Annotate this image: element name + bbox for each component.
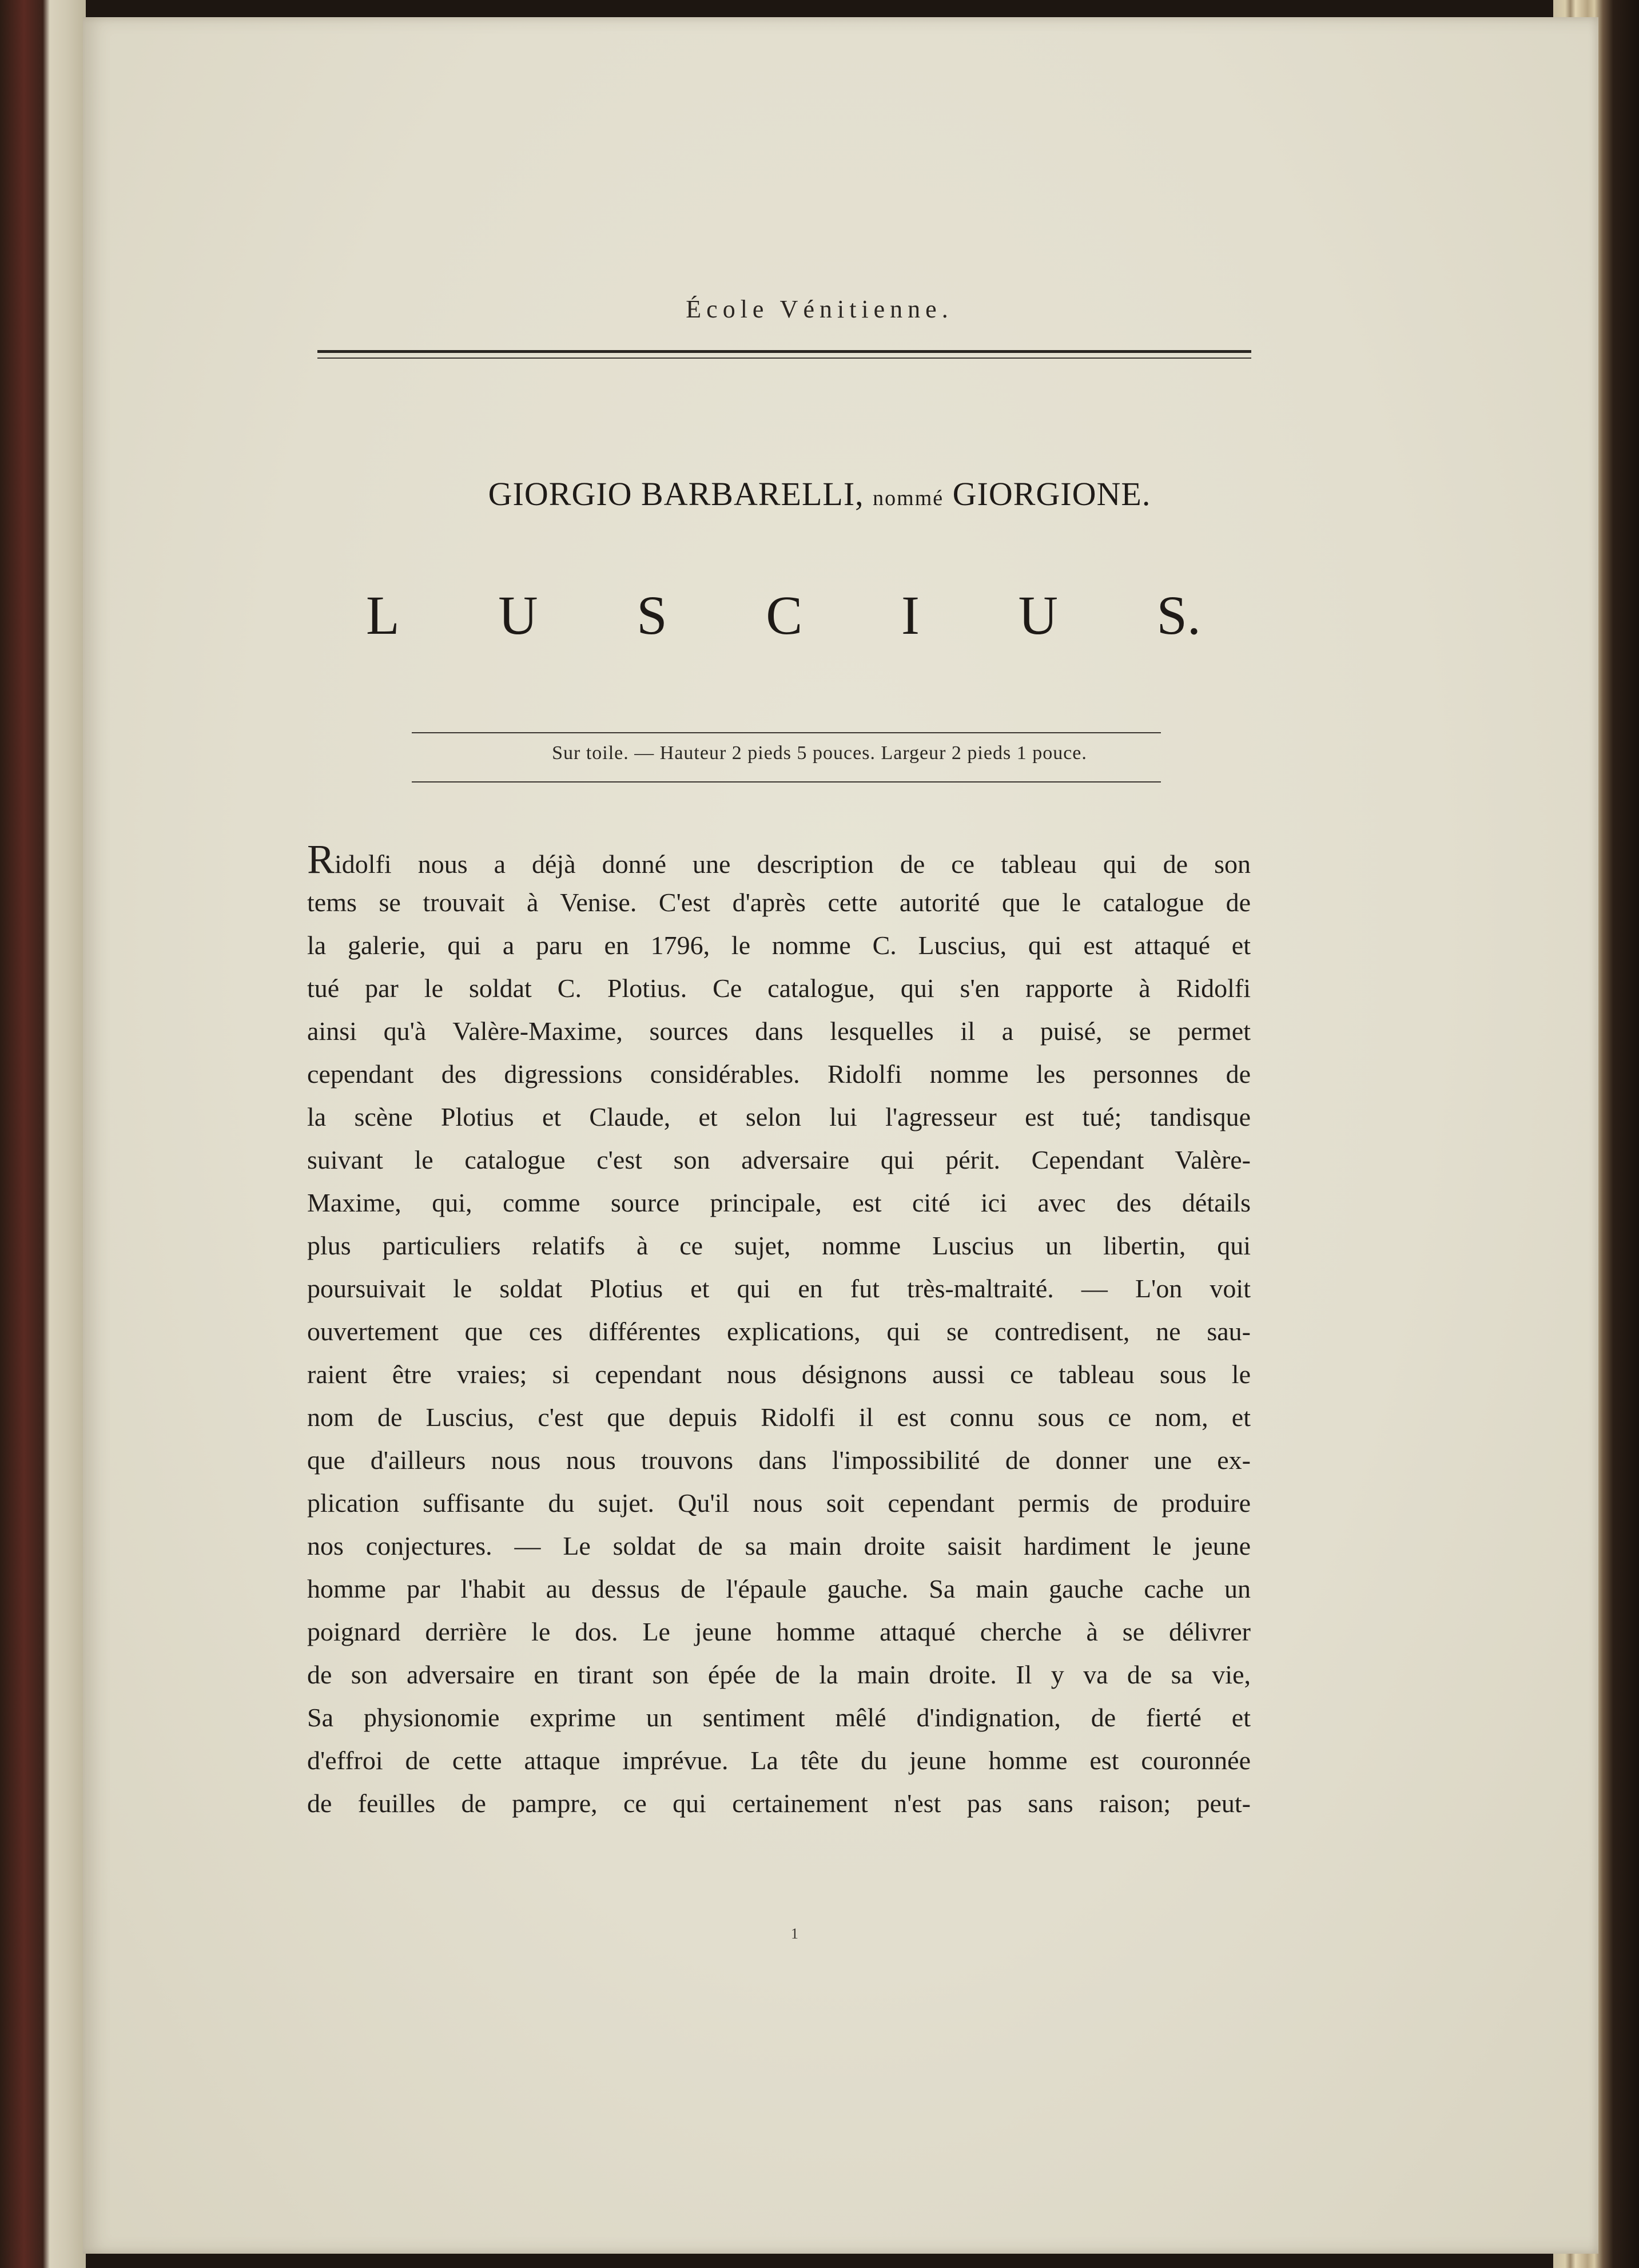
text-line: Sa physionomie exprime un sentiment mêlé d'indignation, de fierté et (307, 1703, 1251, 1732)
title-letter: I (901, 585, 920, 646)
text-line: que d'ailleurs nous nous trouvons dans l'impossibilité de donner une ex- (307, 1445, 1251, 1475)
artist-alias: GIORGIONE. (952, 475, 1151, 513)
artist-name: GIORGIO BARBARELLI, (488, 475, 864, 513)
text-line: cependant des digressions considérables. Ridolfi nomme les personnes de (307, 1059, 1251, 1089)
text-line: poursuivait le soldat Plotius et qui en fut très-maltraité. — L'on voit (307, 1274, 1251, 1303)
header-rule-thick (317, 350, 1251, 353)
text-line: d'effroi de cette attaque imprévue. La tête du jeune homme est couronnée (307, 1746, 1251, 1775)
title-letter: S. (1156, 585, 1201, 646)
text-line: plus particuliers relatifs à ce sujet, nomme Luscius un libertin, qui (307, 1231, 1251, 1260)
painting-title (366, 583, 1201, 647)
title-letter: U (498, 585, 538, 646)
title-letter: S (636, 585, 667, 646)
dimensions-rule-top (412, 732, 1161, 733)
title-letter: U (1018, 585, 1058, 646)
text-line: raient être vraies; si cependant nous désignons aussi ce tableau sous le (307, 1360, 1251, 1389)
signature-mark: 1 (791, 1925, 798, 1942)
text-line: suivant le catalogue c'est son adversaire qui périt. Cependant Valère- (307, 1145, 1251, 1174)
drop-cap: R (307, 838, 335, 881)
text-line: plication suffisante du sujet. Qu'il nous soit cependant permis de produire (307, 1488, 1251, 1518)
body-text (307, 838, 1251, 1825)
text-line: tué par le soldat C. Plotius. Ce catalogue, qui s'en rapporte à Ridolfi (307, 974, 1251, 1003)
running-head: École Vénitienne. (686, 295, 953, 323)
painting-dimensions: Sur toile. — Hauteur 2 pieds 5 pouces. Largeur 2 pieds 1 pouce. (552, 742, 1087, 764)
artist-heading (0, 475, 1639, 513)
text-line: tems se trouvait à Venise. C'est d'après cette autorité que le catalogue de (307, 888, 1251, 917)
text-line: Ridolfi nous a déjà donné une description de ce tableau qui de son (307, 838, 1251, 881)
text-line: nom de Luscius, c'est que depuis Ridolfi il est connu sous ce nom, et (307, 1403, 1251, 1432)
title-letter: L (366, 585, 400, 646)
text-line: ouvertement que ces différentes explications, qui se contredisent, ne sau- (307, 1317, 1251, 1346)
text-line: homme par l'habit au dessus de l'épaule gauche. Sa main gauche cache un (307, 1574, 1251, 1603)
text-line: poignard derrière le dos. Le jeune homme attaqué cherche à se délivrer (307, 1617, 1251, 1646)
text-line: ainsi qu'à Valère-Maxime, sources dans lesquelles il a puisé, se permet (307, 1016, 1251, 1046)
text-line: de son adversaire en tirant son épée de la main droite. Il y va de sa vie, (307, 1660, 1251, 1689)
text-line: de feuilles de pampre, ce qui certainement n'est pas sans raison; peut- (307, 1789, 1251, 1818)
header-rule-thin (317, 358, 1251, 359)
title-letter: C (766, 585, 803, 646)
text-line: nos conjectures. — Le soldat de sa main droite saisit hardiment le jeune (307, 1531, 1251, 1560)
text-line: la scène Plotius et Claude, et selon lui l'agresseur est tué; tandisque (307, 1102, 1251, 1131)
text-line: Maxime, qui, comme source principale, est cité ici avec des détails (307, 1188, 1251, 1217)
text-line: la galerie, qui a paru en 1796, le nomme C. Luscius, qui est attaqué et (307, 931, 1251, 960)
artist-called: nommé (873, 486, 944, 510)
book-binding (0, 0, 86, 2268)
dimensions-rule-bottom (412, 781, 1161, 783)
